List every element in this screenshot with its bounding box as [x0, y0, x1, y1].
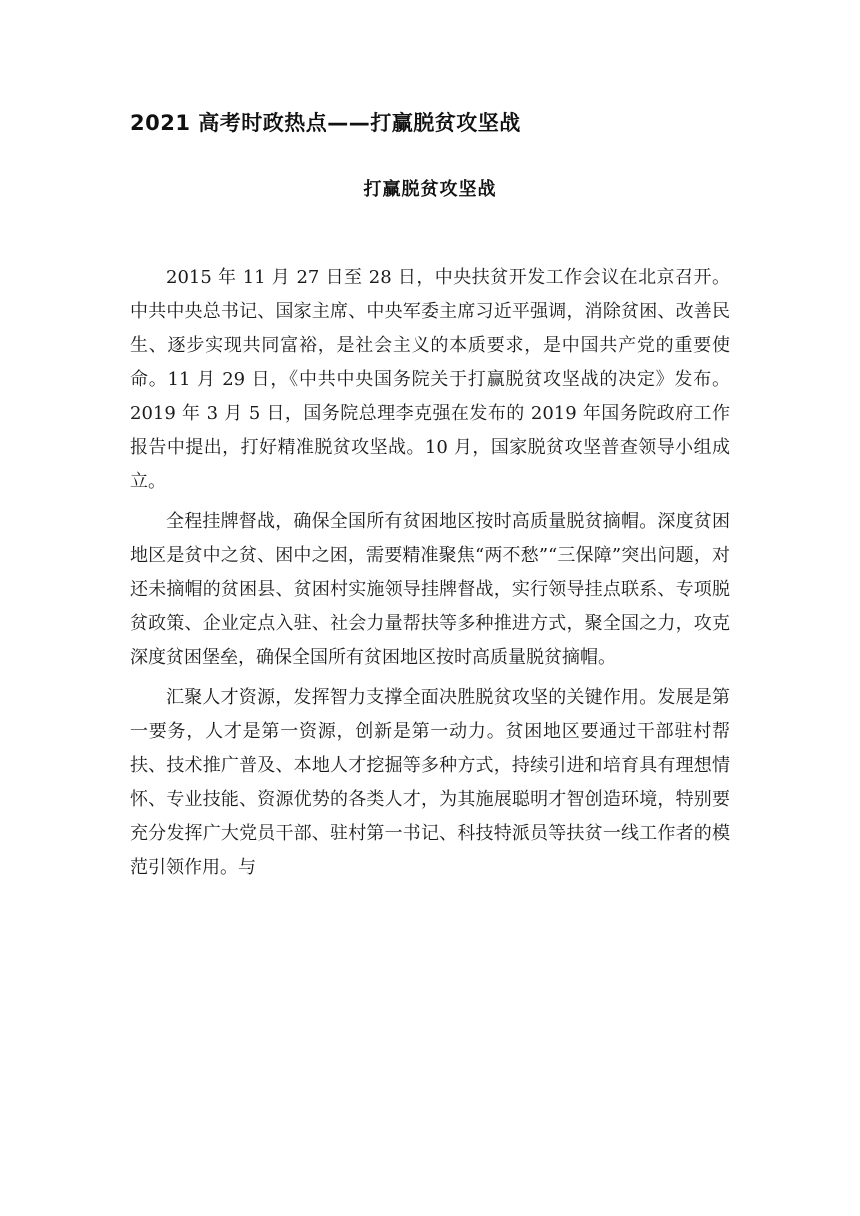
- paragraph-2: 全程挂牌督战，确保全国所有贫困地区按时高质量脱贫摘帽。深度贫困地区是贫中之贫、困中之困，需要精准聚焦“两不愁”“三保障”突出问题，对还未摘帽的贫困县、贫困村实施领导挂牌督战，实行领导挂点联系、专项脱贫政策、企业定点入驻、社会力量帮扶等多种推进方式，聚全国之力，攻克深度贫困堡垒，确保全国所有贫困地区按时高质量脱贫摘帽。: [130, 511, 730, 668]
- document-page: [130, 108, 730, 891]
- document-subtitle: 打赢脱贫攻坚战: [363, 179, 497, 200]
- document-body: [130, 261, 730, 885]
- document-title: 2021 高考时政热点——打赢脱贫攻坚战: [130, 111, 521, 135]
- paragraph-1: 2015 年 11 月 27 日至 28 日，中央扶贫开发工作会议在北京召开。中共中央总书记、国家主席、中央军委主席习近平强调，消除贫困、改善民生、逐步实现共同富裕，是社会主义的本质要求，是中国共产党的重要使命。11 月 29 日，《中共中央国务院关于打赢脱贫攻坚战的决定》发布。2019 年 3 月 5 日，国务院总理李克强在发布的 2019 年国务院政府工作报告中提出，打好精准脱贫攻坚战。10 月，国家脱贫攻坚普查领导小组成立。: [130, 267, 730, 492]
- paragraph-3: 汇聚人才资源，发挥智力支撑全面决胜脱贫攻坚的关键作用。发展是第一要务，人才是第一资源，创新是第一动力。贫困地区要通过干部驻村帮扶、技术推广普及、本地人才挖掘等多种方式，持续引进和培育具有理想情怀、专业技能、资源优势的各类人才，为其施展聪明才智创造环境，特别要充分发挥广大党员干部、驻村第一书记、科技特派员等扶贫一线工作者的模范引领作用。与: [130, 687, 730, 878]
